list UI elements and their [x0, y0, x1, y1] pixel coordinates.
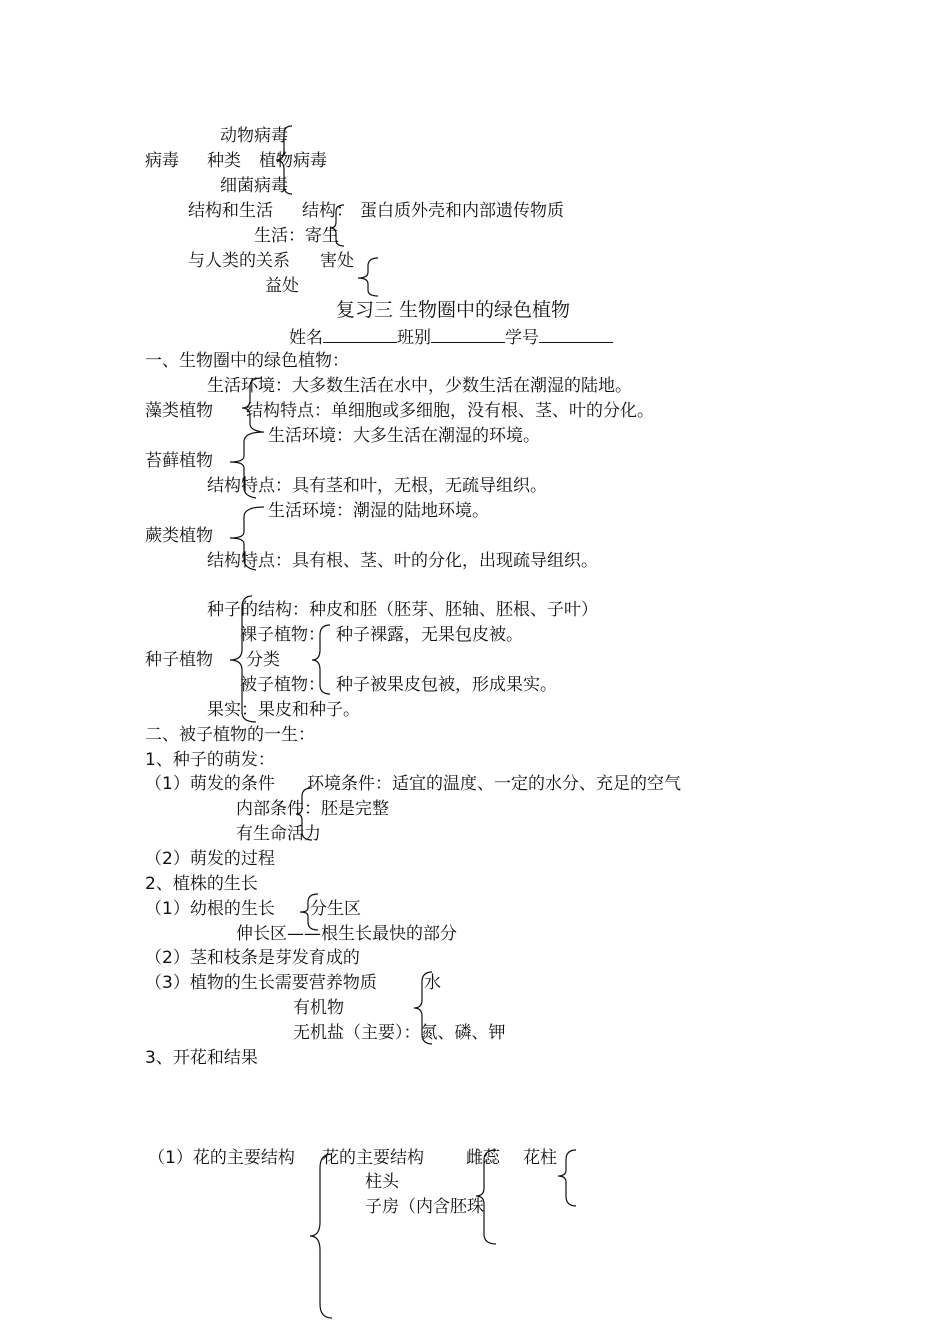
germination-process-label: （2）萌发的过程: [145, 849, 275, 869]
brace-flower-main: [310, 1154, 332, 1318]
seed-structure-text: 种子的结构：种皮和胚（胚芽、胚轴、胚根、子叶）: [207, 600, 598, 620]
stem-text: （2）茎和枝条是芽发育成的: [145, 948, 360, 968]
ovary-text: 子房（内含胚珠: [365, 1197, 484, 1217]
brace-virus-relation: [358, 258, 378, 296]
bacterial-virus-text: 细菌病毒: [220, 176, 288, 196]
angio-desc-text: 种子被果皮包被，形成果实。: [336, 675, 557, 695]
harm-text: 害处: [320, 251, 354, 271]
page-title: 复习三 生物圈中的绿色植物: [336, 299, 571, 321]
alive-text: 有生命活力: [236, 824, 321, 844]
organic-text: 有机物: [293, 998, 344, 1018]
elongation-text: 伸长区——根生长最快的部分: [236, 924, 457, 944]
structure-desc-text: 蛋白质外壳和内部遗传物质: [360, 201, 564, 221]
style-text: 花柱: [523, 1148, 557, 1168]
stigma-text: 柱头: [365, 1172, 399, 1192]
classify-label: 分类: [246, 650, 280, 670]
brace-style: [558, 1150, 576, 1206]
flower-heading: 3、开花和结果: [145, 1048, 258, 1068]
flower-main-label: （1）花的主要结构: [148, 1148, 295, 1168]
angio-label: 被子植物：: [240, 675, 325, 695]
structure-life-label: 结构和生活: [188, 201, 273, 221]
class-blank: [431, 326, 505, 343]
class-label: 班别: [397, 328, 431, 348]
meristem-text: 分生区: [310, 899, 361, 919]
life-text: 生活：寄生: [254, 226, 339, 246]
relation-label: 与人类的关系: [188, 251, 290, 271]
gymno-desc-text: 种子裸露，无果包皮被。: [336, 625, 523, 645]
seed-plant-label: 种子植物: [145, 650, 213, 670]
virus-label: 病毒: [145, 151, 179, 171]
structure-label: 结构：: [302, 201, 353, 221]
flower-main-label-2: 花的主要结构: [322, 1148, 424, 1168]
benefit-text: 益处: [265, 276, 299, 296]
algae-label: 藻类植物: [145, 401, 213, 421]
student-info-line: [289, 326, 613, 346]
germination-heading: 1、种子的萌发：: [145, 750, 275, 770]
section2-heading: 二、被子植物的一生：: [145, 725, 315, 745]
plant-virus-text: 植物病毒: [259, 151, 327, 171]
algae-struct-text: 结构特点：单细胞或多细胞，没有根、茎、叶的分化。: [246, 401, 654, 421]
moss-label: 苔藓植物: [145, 451, 213, 471]
animal-virus-text: 动物病毒: [220, 126, 288, 146]
env-cond-text: 环境条件：适宜的温度、一定的水分、充足的空气: [307, 774, 681, 794]
name-blank: [323, 326, 397, 343]
fern-env-text: 生活环境：潮湿的陆地环境。: [268, 501, 489, 521]
moss-struct-text: 结构特点：具有茎和叶，无根，无疏导组织。: [207, 476, 547, 496]
name-label: 姓名: [289, 328, 323, 348]
inorganic-text: 无机盐（主要）：氮、磷、钾: [293, 1023, 506, 1043]
section1-heading: 一、生物圈中的绿色植物：: [145, 351, 349, 371]
germination-cond-label: （1）萌发的条件: [145, 774, 275, 794]
nutrients-label: （3）植物的生长需要营养物质: [145, 973, 377, 993]
fruit-text: 果实：果皮和种子。: [207, 700, 360, 720]
moss-env-text: 生活环境：大多生活在潮湿的环境。: [268, 426, 540, 446]
id-label: 学号: [505, 328, 539, 348]
algae-env-text: 生活环境：大多数生活在水中，少数生活在潮湿的陆地。: [207, 376, 632, 396]
water-text: 水: [424, 973, 441, 993]
kinds-label: 种类: [207, 151, 241, 171]
fern-struct-text: 结构特点：具有根、茎、叶的分化，出现疏导组织。: [207, 551, 598, 571]
fern-label: 蕨类植物: [145, 526, 213, 546]
id-blank: [539, 326, 613, 343]
pistil-text: 雌蕊: [466, 1148, 500, 1168]
gymno-label: 裸子植物：: [240, 625, 325, 645]
internal-cond-text: 内部条件：胚是完整: [236, 799, 389, 819]
root-growth-label: （1）幼根的生长: [145, 899, 275, 919]
growth-heading: 2、植株的生长: [145, 874, 258, 894]
